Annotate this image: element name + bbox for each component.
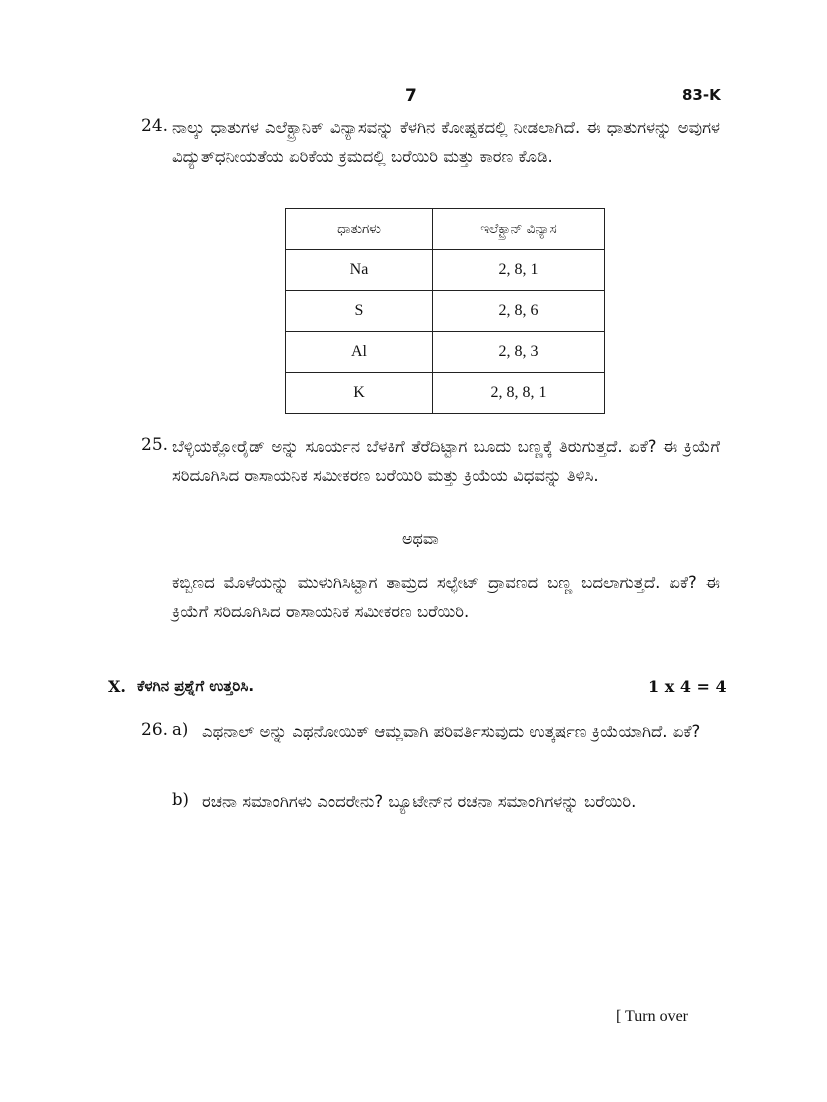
table-header-row — [286, 209, 605, 250]
question-26-number: 26. — [141, 720, 169, 740]
question-24-number: 24. — [141, 116, 169, 136]
metal-cell: K — [286, 373, 433, 414]
sub-question-a-text: ಎಥನಾಲ್ ಅನ್ನು ಎಥನೋಯಿಕ್ ಆಮ್ಲವಾಗಿ ಪರಿವರ್ತಿಸುವುದು ಉತ್ಕರ್ಷಣ ಕ್ರಿಯೆಯಾಗಿದೆ. ಏಕೆ? — [202, 722, 701, 741]
question-24-text: ನಾಲ್ಕು ಧಾತುಗಳ ಎಲೆಕ್ಟ್ರಾನಿಕ್ ವಿನ್ಯಾಸವನ್ನು ಕೆಳಗಿನ ಕೋಷ್ಟಕದಲ್ಲಿ ನೀಡಲಾಗಿದೆ. ಈ ಧಾತುಗಳನ್ನು ಅವುಗಳ ವಿದ್ಯುತ್‌ಧನೀಯತೆಯ ಏರಿಕೆಯ ಕ್ರಮದಲ್ಲಿ ಬರೆಯಿರಿ ಮತ್ತು ಕಾರಣ ಕೊಡಿ. — [172, 118, 720, 166]
sub-question-a-label: a) — [172, 720, 189, 739]
paper-code: 83-K — [682, 86, 721, 104]
section-title: ಕೆಳಗಿನ ಪ್ರಶ್ನೆಗೆ ಉತ್ತರಿಸಿ. — [137, 677, 255, 695]
column-header-configuration: ಇಲೆಕ್ಟ್ರಾನ್ ವಿನ್ಯಾಸ — [433, 209, 605, 250]
question-25-text: ಬೆಳ್ಳಿಯಕ್ಲೋರೈಡ್ ಅನ್ನು ಸೂರ್ಯನ ಬೆಳಕಿಗೆ ತೆರೆದಿಟ್ಟಾಗ ಬೂದು ಬಣ್ಣಕ್ಕೆ ತಿರುಗುತ್ತದೆ. ಏಕೆ? ಈ ಕ್ರಿಯೆಗೆ ಸರಿದೂಗಿಸಿದ ರಾಸಾಯನಿಕ ಸಮೀಕರಣ ಬರೆಯಿರಿ ಮತ್ತು ಕ್ರಿಯೆಯ ವಿಧವನ್ನು ತಿಳಿಸಿ. — [172, 437, 720, 485]
sub-question-b-label: b) — [172, 790, 189, 809]
sub-question-b-text: ರಚನಾ ಸಮಾಂಗಿಗಳು ಎಂದರೇನು? ಬ್ಯೂಟೇನ್‌ನ ರಚನಾ ಸಮಾಂಗಿಗಳನ್ನು ಬರೆಯಿರಿ. — [202, 792, 637, 811]
metal-cell: Na — [286, 250, 433, 291]
question-25-number: 25. — [141, 435, 169, 455]
electron-configuration-table — [285, 208, 605, 414]
section-label: X. — [108, 677, 126, 696]
configuration-cell: 2, 8, 1 — [433, 250, 605, 291]
configuration-cell: 2, 8, 6 — [433, 291, 605, 332]
configuration-cell: 2, 8, 8, 1 — [433, 373, 605, 414]
table-row — [286, 291, 605, 332]
turn-over-note: [ Turn over — [616, 1008, 689, 1025]
table-row — [286, 250, 605, 291]
metal-cell: S — [286, 291, 433, 332]
metal-cell: Al — [286, 332, 433, 373]
configuration-cell: 2, 8, 3 — [433, 332, 605, 373]
section-marks: 1 x 4 = 4 — [648, 677, 727, 696]
page-number: 7 — [405, 86, 417, 106]
table-row — [286, 373, 605, 414]
table-row — [286, 332, 605, 373]
column-header-metals: ಧಾತುಗಳು — [286, 209, 433, 250]
or-label: ಅಥವಾ — [402, 529, 439, 548]
question-25-alternative-text: ಕಬ್ಬಿಣದ ಮೊಳೆಯನ್ನು ಮುಳುಗಿಸಿಟ್ಟಾಗ ತಾಮ್ರದ ಸಲ್ಫೇಟ್ ದ್ರಾವಣದ ಬಣ್ಣ ಬದಲಾಗುತ್ತದೆ. ಏಕೆ? ಈ ಕ್ರಿಯೆಗೆ ಸರಿದೂಗಿಸಿದ ರಾಸಾಯನಿಕ ಸಮೀಕರಣ ಬರೆಯಿರಿ. — [172, 573, 720, 621]
